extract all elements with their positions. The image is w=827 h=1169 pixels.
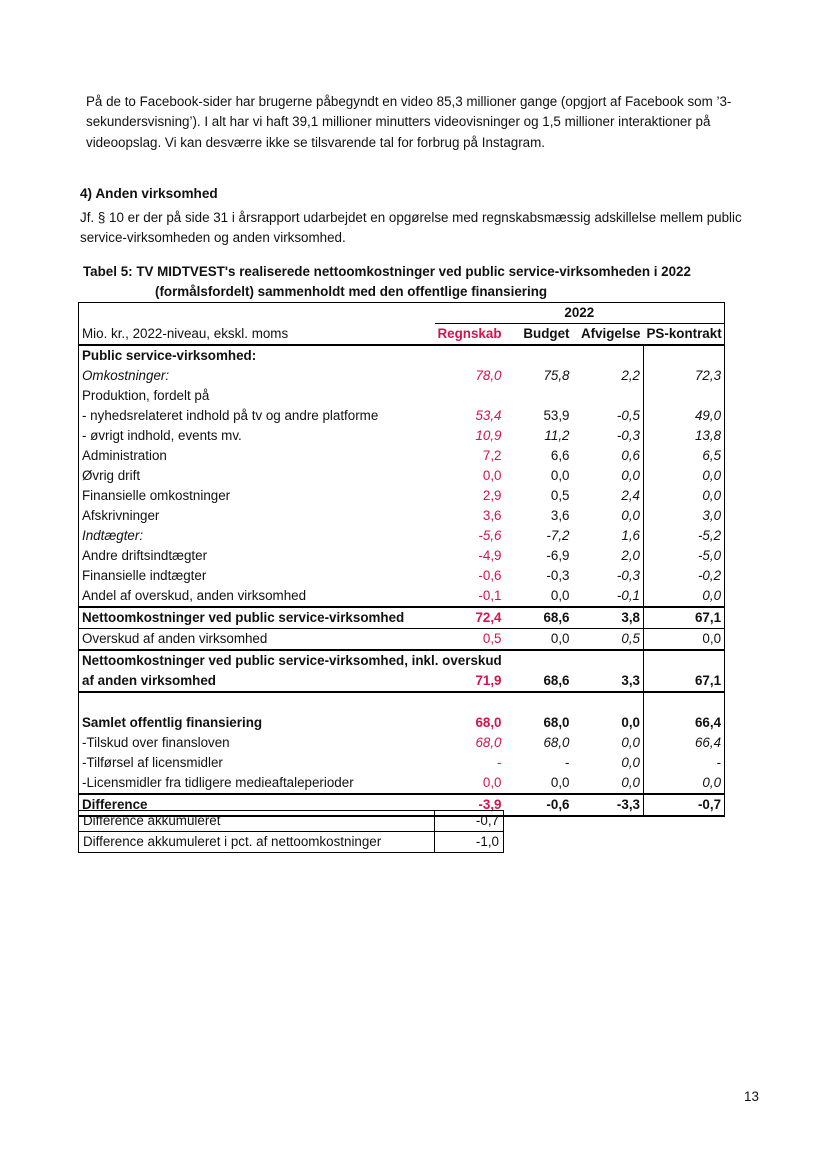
col-header-regnskab: Regnskab <box>435 324 505 346</box>
financial-table <box>78 302 725 817</box>
table-row-subtotal: Nettoomkostninger ved public service-virksomhed 72,4 68,6 3,8 67,1 <box>79 607 725 629</box>
table-row: Afskrivninger 3,6 3,6 0,0 3,0 <box>79 506 725 526</box>
table-row-total: af anden virksomhed 71,9 68,6 3,3 67,1 <box>79 671 725 692</box>
table-row: Omkostninger: 78,0 75,8 2,2 72,3 <box>79 366 725 386</box>
table-spacer-row <box>79 692 725 713</box>
table-row: -Licensmidler fra tidligere medieaftaleperioder 0,0 0,0 0,0 0,0 <box>79 773 725 794</box>
table-row: Andre driftsindtægter -4,9 -6,9 2,0 -5,0 <box>79 546 725 566</box>
page-number: 13 <box>744 1089 759 1104</box>
table-row: -Tilførsel af licensmidler - - 0,0 - <box>79 753 725 773</box>
table-row-difference: Difference -3,9 -0,6 -3,3 -0,7 <box>79 794 725 816</box>
table-row: -Tilskud over finansloven 68,0 68,0 0,0 66,4 <box>79 733 725 753</box>
col-header-afvigelse: Afvigelse <box>573 324 644 346</box>
section-heading: 4) Anden virksomhed <box>80 186 218 201</box>
table-row: Øvrig drift 0,0 0,0 0,0 0,0 <box>79 466 725 486</box>
table-row: Overskud af anden virksomhed 0,5 0,0 0,5 0,0 <box>79 629 725 651</box>
table-row-financing: Samlet offentlig finansiering 68,0 68,0 0,0 66,4 <box>79 713 725 733</box>
section-body: Jf. § 10 er der på side 31 i årsrapport udarbejdet en opgørelse med regnskabsmæssig adskillelse mellem public service-virksomheden og anden virksomhed. <box>80 210 742 246</box>
table-row: Finansielle omkostninger 2,9 0,5 2,4 0,0 <box>79 486 725 506</box>
unit-label: Mio. kr., 2022-niveau, ekskl. moms <box>79 324 435 346</box>
table-row: Indtægter: -5,6 -7,2 1,6 -5,2 <box>79 526 725 546</box>
table-row-total: Nettoomkostninger ved public service-virksomhed, inkl. overskud <box>79 650 725 671</box>
col-header-budget: Budget <box>505 324 573 346</box>
table-row: - øvrigt indhold, events mv. 10,9 11,2 -0,3 13,8 <box>79 426 725 446</box>
table-header-year-row <box>79 303 725 324</box>
table-row: Difference akkumuleret i pct. af nettoomkostninger -1,0 <box>79 832 504 853</box>
table-caption-line2: (formålsfordelt) sammenholdt med den offentlige finansiering <box>155 284 548 299</box>
intro-paragraph: På de to Facebook-sider har brugerne påbegyndt en video 85,3 millioner gange (opgjort af Facebook som ’3-sekundersvisning’). I alt har vi haft 39,1 millioner minutters videovisninger og 1,5 millioner interaktioner på videoopslag. Vi kan desværre ikke se tilsvarende tal for forbrug på Instagram. <box>86 94 732 150</box>
table-row: Finansielle indtægter -0,6 -0,3 -0,3 -0,2 <box>79 566 725 586</box>
table-row: - nyhedsrelateret indhold på tv og andre platforme 53,4 53,9 -0,5 49,0 <box>79 406 725 426</box>
col-header-ps-kontrakt: PS-kontrakt <box>644 324 725 346</box>
table-header-columns-row <box>79 324 725 346</box>
table-caption <box>83 262 691 302</box>
table-row: Difference akkumuleret -0,7 <box>79 811 504 832</box>
year-header: 2022 <box>435 303 725 324</box>
table-row: Produktion, fordelt på <box>79 386 725 406</box>
table-row: Public service-virksomhed: <box>79 345 725 366</box>
table-row: Andel af overskud, anden virksomhed -0,1 0,0 -0,1 0,0 <box>79 586 725 607</box>
accumulated-table <box>78 810 504 853</box>
table-caption-line1: Tabel 5: TV MIDTVEST's realiserede nettoomkostninger ved public service-virksomheden i 2022 <box>83 264 691 279</box>
table-row: Administration 7,2 6,6 0,6 6,5 <box>79 446 725 466</box>
